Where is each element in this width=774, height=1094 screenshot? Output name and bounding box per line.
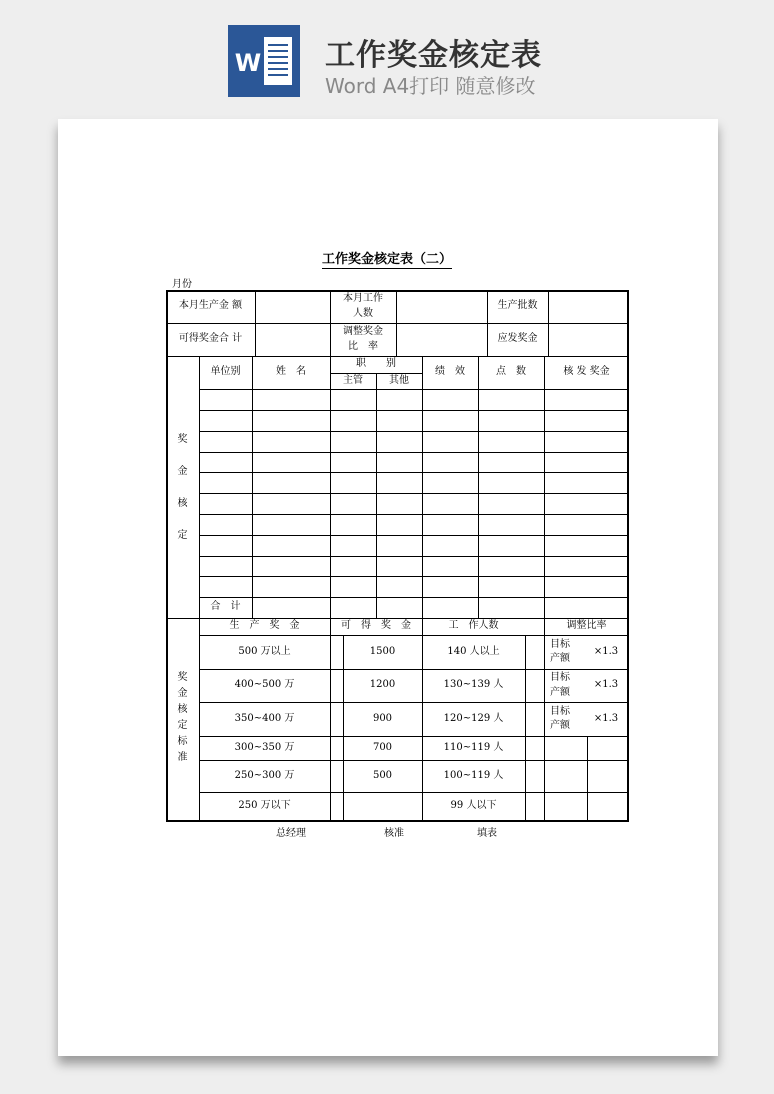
total-label: 合 计 (210, 601, 241, 613)
month-label: 月份 (172, 279, 192, 290)
bonus-cell: 500 (372, 769, 393, 781)
page-subtitle: Word A4打印 随意修改 (325, 74, 536, 98)
side-char: 奖 (177, 433, 188, 445)
ratio-header: 调整比率 (566, 620, 607, 632)
points-header: 点 数 (496, 366, 526, 378)
production-cell: 250 万以下 (238, 799, 291, 811)
bonus-cell: 1200 (369, 679, 396, 691)
output-batch-label: 生产批数 (497, 300, 538, 312)
word-icon (228, 25, 300, 97)
workers-label: 本月工作 人数 (343, 293, 383, 319)
bonus-header: 可 得 奖 金 (341, 620, 411, 632)
approve-label: 核准 (384, 828, 404, 839)
factor-cell: ×1.3 (593, 645, 619, 657)
bonus-cell: 700 (372, 741, 393, 753)
performance-header: 绩 效 (435, 366, 465, 378)
production-cell: 400~500 万 (234, 679, 295, 691)
manager-label: 总经理 (276, 828, 306, 839)
supervisor-header: 主管 (343, 374, 363, 386)
unit-header: 单位别 (210, 366, 241, 378)
workers-cell: 99 人以下 (450, 799, 497, 811)
other-header: 其他 (389, 374, 409, 386)
bonus-total-label: 可得奖金合 计 (178, 333, 243, 345)
target-label: 目标 产额 (550, 672, 570, 698)
side-char: 金 (177, 465, 188, 477)
production-cell: 350~400 万 (234, 712, 295, 724)
workers-cell: 100~119 人 (443, 769, 504, 781)
bonus-cell: 1500 (369, 645, 396, 657)
workers-cell: 120~129 人 (443, 712, 504, 724)
name-header: 姓 名 (276, 366, 306, 378)
payable-label: 应发奖金 (497, 333, 538, 345)
monthly-output-label: 本月生产金 额 (178, 300, 243, 312)
workers-cell: 140 人以上 (447, 645, 500, 657)
title-header: 职 别 (356, 358, 396, 370)
factor-cell: ×1.3 (593, 712, 619, 724)
bonus-table (166, 290, 629, 822)
factor-cell: ×1.3 (593, 679, 619, 691)
ratio-label: 调整奖金 比 率 (343, 326, 383, 352)
workers-header: 工 作人数 (448, 620, 499, 632)
bonus-cell: 900 (372, 712, 393, 724)
page-header (0, 0, 774, 110)
target-label: 目标 产额 (550, 705, 570, 731)
target-label: 目标 产额 (550, 638, 570, 664)
fill-label: 填表 (477, 828, 497, 839)
production-header: 生 产 奖 金 (229, 620, 300, 632)
page-title: 工作奖金核定表 (325, 38, 542, 73)
side-char: 核 (177, 497, 188, 509)
standard-side-label: 奖 金 核 定 标 准 (177, 672, 188, 763)
workers-cell: 110~119 人 (443, 741, 504, 753)
production-cell: 300~350 万 (234, 741, 295, 753)
production-cell: 500 万以上 (238, 645, 291, 657)
issued-header: 核 发 奖金 (563, 366, 610, 378)
side-char: 定 (177, 529, 188, 541)
workers-cell: 130~139 人 (443, 679, 504, 691)
production-cell: 250~300 万 (234, 769, 295, 781)
word-icon-letter: W (234, 49, 262, 77)
document-title: 工作奖金核定表（二） (321, 252, 452, 267)
